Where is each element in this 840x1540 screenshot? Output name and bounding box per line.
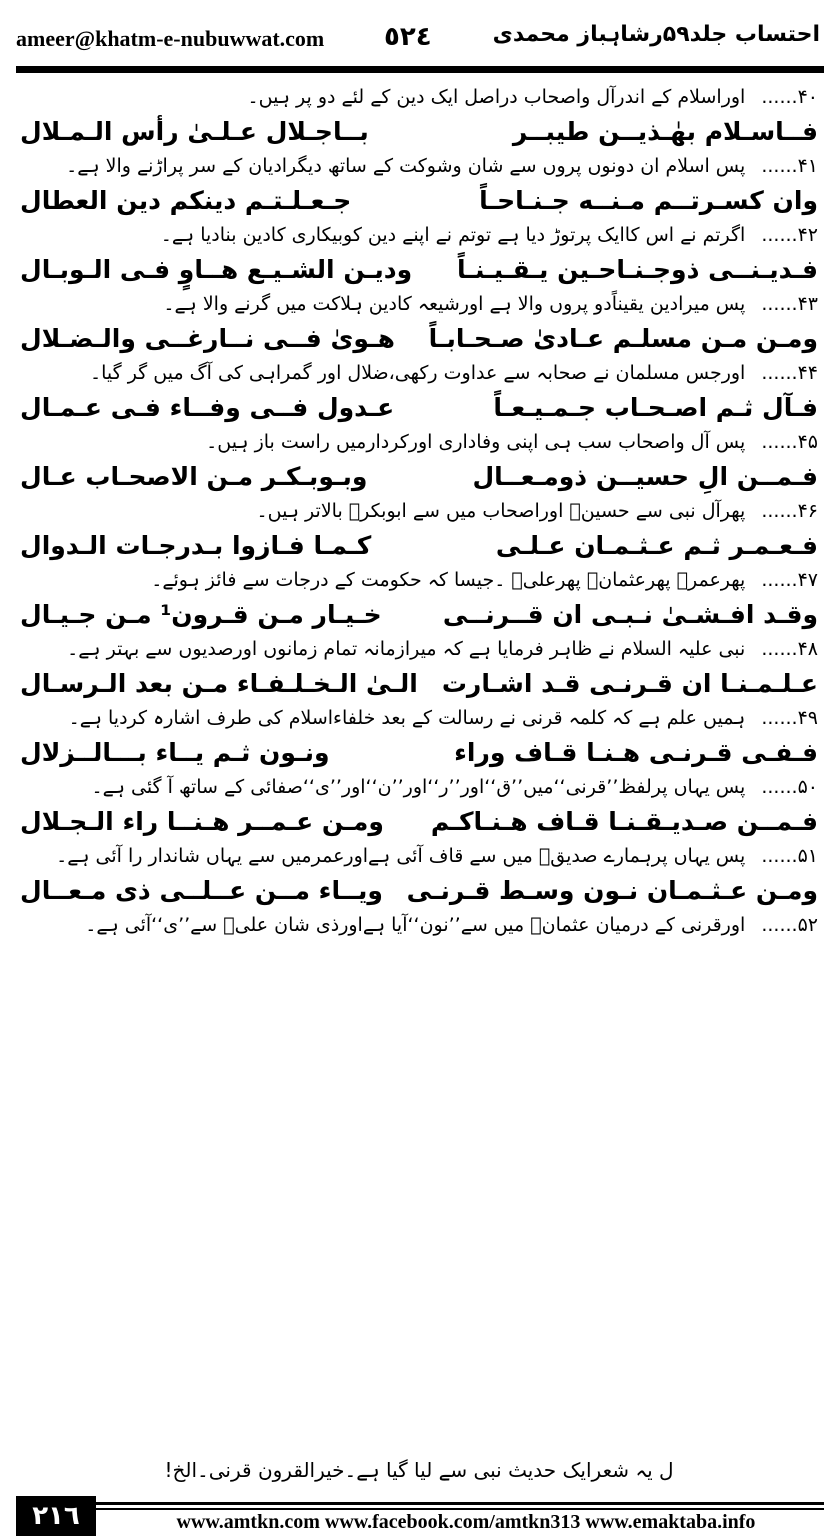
verse-right-hemistich: عـلـمـنـا ان قـرنـى قـد اشـارت <box>441 669 818 698</box>
translation-text: پس اسلام ان دونوں پروں سے شان وشوکت کے ساتھ دیگرادیان کے سر پراڑنے والا ہے۔ <box>66 155 746 177</box>
verse-right-hemistich: فـعـمـر ثـم عـثـمـان عـلـى <box>495 531 818 560</box>
verse-couplet <box>20 872 818 910</box>
translation-line <box>20 289 818 320</box>
translation-text: اورقرنی کے درمیان عثمانؓ میں سے’’نون‘‘آیا ہےاورذی شان علیؓ سے’’ی‘‘آئی ہے۔ <box>85 914 746 936</box>
verse-couplet <box>20 665 818 703</box>
translation-text: اگرتم نے اس کاایک پرتوڑ دیا ہے توتم نے اپنے دین کوبیکاری کادین بنادیا ہے۔ <box>160 224 746 246</box>
header-email: ameer@khatm-e-nubuwwat.com <box>16 26 325 51</box>
translation-text: پس یہاں پرلفظ’’قرنی‘‘میں’’ق‘‘اور’’ر‘‘اور’’ن‘‘اور’’ی‘‘صفائی کے ساتھ آ گئی ہے۔ <box>91 776 746 798</box>
footer-urls: www.amtkn.com www.facebook.com/amtkn313 www.emaktaba.info <box>176 1511 756 1533</box>
translation-line <box>20 427 818 458</box>
verse-left-hemistich: خـيـار مـن قـرون¹ مـن جـيـال <box>20 600 382 629</box>
verse-couplet <box>20 113 818 151</box>
translation-line <box>20 772 818 803</box>
verse-right-hemistich: وقـد افـشـىٰ نـبـى ان قــرنــى <box>442 600 818 629</box>
verse-number: ۴۲...... <box>761 224 818 246</box>
verse-right-hemistich: فــاسـلام بهٰـذيــن طيبــر <box>512 117 818 146</box>
verse-couplet <box>20 458 818 496</box>
translation-text: ہمیں علم ہے کہ کلمہ قرنی نے رسالت کے بعد خلفاءاسلام کی طرف اشارہ کردیا ہے۔ <box>68 707 746 729</box>
verse-number: ۴۳...... <box>761 293 818 315</box>
verse-left-hemistich: كـمـا فـازوا بـدرجـات الـدوال <box>20 531 372 560</box>
translation-line <box>20 910 818 941</box>
header-page-number: ٥٢٤ <box>384 22 432 52</box>
translation-line <box>20 703 818 734</box>
verse-number: ۴۷...... <box>761 569 818 591</box>
verse-couplet <box>20 251 818 289</box>
verse-right-hemistich: ومـن عـثـمـان نـون وسـط قـرنـى <box>406 876 818 905</box>
verse-number: ۵۱...... <box>761 845 818 867</box>
page-footer <box>16 1496 824 1536</box>
translation-text: پس یہاں پرہمارے صدیقؓ میں سے قاف آئی ہےاورعمرمیں سے یہاں شاندار را آئی ہے۔ <box>56 845 746 867</box>
verse-couplet <box>20 182 818 220</box>
translation-line <box>20 634 818 665</box>
verse-left-hemistich: بــاجـلال عـلـىٰ رأس الـمـلال <box>20 117 369 146</box>
verse-number: ۴۱...... <box>761 155 818 177</box>
header-rule <box>16 66 824 73</box>
translation-line <box>20 358 818 389</box>
translation-text: پھرعمرؓ پھرعثمانؓ پھرعلیؓ ۔جیسا کہ حکومت کے درجات سے فائز ہوئے۔ <box>151 569 746 591</box>
verse-couplet <box>20 320 818 358</box>
verse-right-hemistich: فـديـنــى ذوجـنـاحـين يـقـيـنـاً <box>457 255 818 284</box>
verse-right-hemistich: وان كسـرتــم مـنــه جـنـاحـاً <box>479 186 818 215</box>
translation-text: پس میرادین یقیناًدو پروں والا ہے اورشیعہ کادین ہلاکت میں گرنے والا ہے۔ <box>163 293 746 315</box>
verse-left-hemistich: وديـن الشـيـع هــاوٍ فـى الـوبـال <box>20 255 413 284</box>
translation-text: اورجس مسلمان نے صحابہ سے عداوت رکھی،ضلال اور گمراہی کی آگ میں گر گیا۔ <box>89 362 746 384</box>
verse-left-hemistich: جـعـلـتـم دينكم دين العطال <box>20 186 352 215</box>
content-body <box>20 82 818 941</box>
verse-left-hemistich: ومـن عـمــر هـنــا راء الـجـلال <box>20 807 384 836</box>
footer-page-number: ٢١٦ <box>16 1496 96 1536</box>
translation-text: نبی علیہ السلام نے ظاہر فرمایا ہے کہ میرازمانہ تمام زمانوں اورصدیوں سے بہتر ہے۔ <box>67 638 746 660</box>
verse-left-hemistich: الـىٰ الـخـلـفـاء مـن بعد الـرسـال <box>20 669 418 698</box>
verse-number: ۴۶...... <box>761 500 818 522</box>
verse-number: ۴۰...... <box>761 86 818 108</box>
verse-couplet <box>20 734 818 772</box>
verse-left-hemistich: ويــاء مــن عــلــى ذى مـعــال <box>20 876 383 905</box>
verse-number: ۴۹...... <box>761 707 818 729</box>
page-header <box>16 22 824 62</box>
verse-number: ۵۲...... <box>761 914 818 936</box>
translation-text: اوراسلام کے اندرآل واصحاب دراصل ایک دین کے لئے دو پر ہیں۔ <box>247 86 746 108</box>
translation-line <box>20 82 818 113</box>
header-title: احتساب جلد۵۹رشاہباز محمدی <box>492 22 820 47</box>
translation-line <box>20 496 818 527</box>
verse-left-hemistich: هـوىٰ فــى نــارغــى والـضـلال <box>20 324 395 353</box>
verse-right-hemistich: فـمــن صـديـقـنـا قـاف هـنـاكـم <box>430 807 818 836</box>
verse-couplet <box>20 803 818 841</box>
footer-rule <box>96 1502 824 1505</box>
verse-right-hemistich: فـآل ثـم اصـحـاب جـمـيـعـاً <box>493 393 818 422</box>
verse-number: ۴۵...... <box>761 431 818 453</box>
verse-number: ۵۰...... <box>761 776 818 798</box>
translation-line <box>20 841 818 872</box>
verse-couplet <box>20 527 818 565</box>
verse-left-hemistich: ونـون ثـم يــاء بـــالــزلال <box>20 738 330 767</box>
translation-line <box>20 151 818 182</box>
translation-text: پس آل واصحاب سب ہی اپنی وفاداری اورکردارمیں راست باز ہیں۔ <box>206 431 746 453</box>
verse-right-hemistich: ومـن مـن مسلـم عـادىٰ صـحـابـاً <box>428 324 818 353</box>
verse-right-hemistich: فـمــن الِ حسيــن ذومـعــال <box>472 462 818 491</box>
verse-couplet <box>20 596 818 634</box>
footnote: ل یہ شعرایک حدیث نبی سے لیا گیا ہے۔خیرالقرون قرنی۔الخ! <box>164 1458 674 1482</box>
verse-couplet <box>20 389 818 427</box>
verse-right-hemistich: فـفـى قـرنـى هـنـا قـاف وراء <box>454 738 818 767</box>
verse-number: ۴۸...... <box>761 638 818 660</box>
translation-text: پھرآل نبی سے حسینؓ اوراصحاب میں سے ابوبکرؓ بالاتر ہیں۔ <box>256 500 746 522</box>
translation-line <box>20 220 818 251</box>
verse-left-hemistich: عـدول فــى وفــاء فـى عـمـال <box>20 393 395 422</box>
verse-left-hemistich: وبـوبـكـر مـن الاصحـاب عـال <box>20 462 368 491</box>
translation-line <box>20 565 818 596</box>
verse-number: ۴۴...... <box>761 362 818 384</box>
footer-rule-thin <box>96 1508 824 1510</box>
